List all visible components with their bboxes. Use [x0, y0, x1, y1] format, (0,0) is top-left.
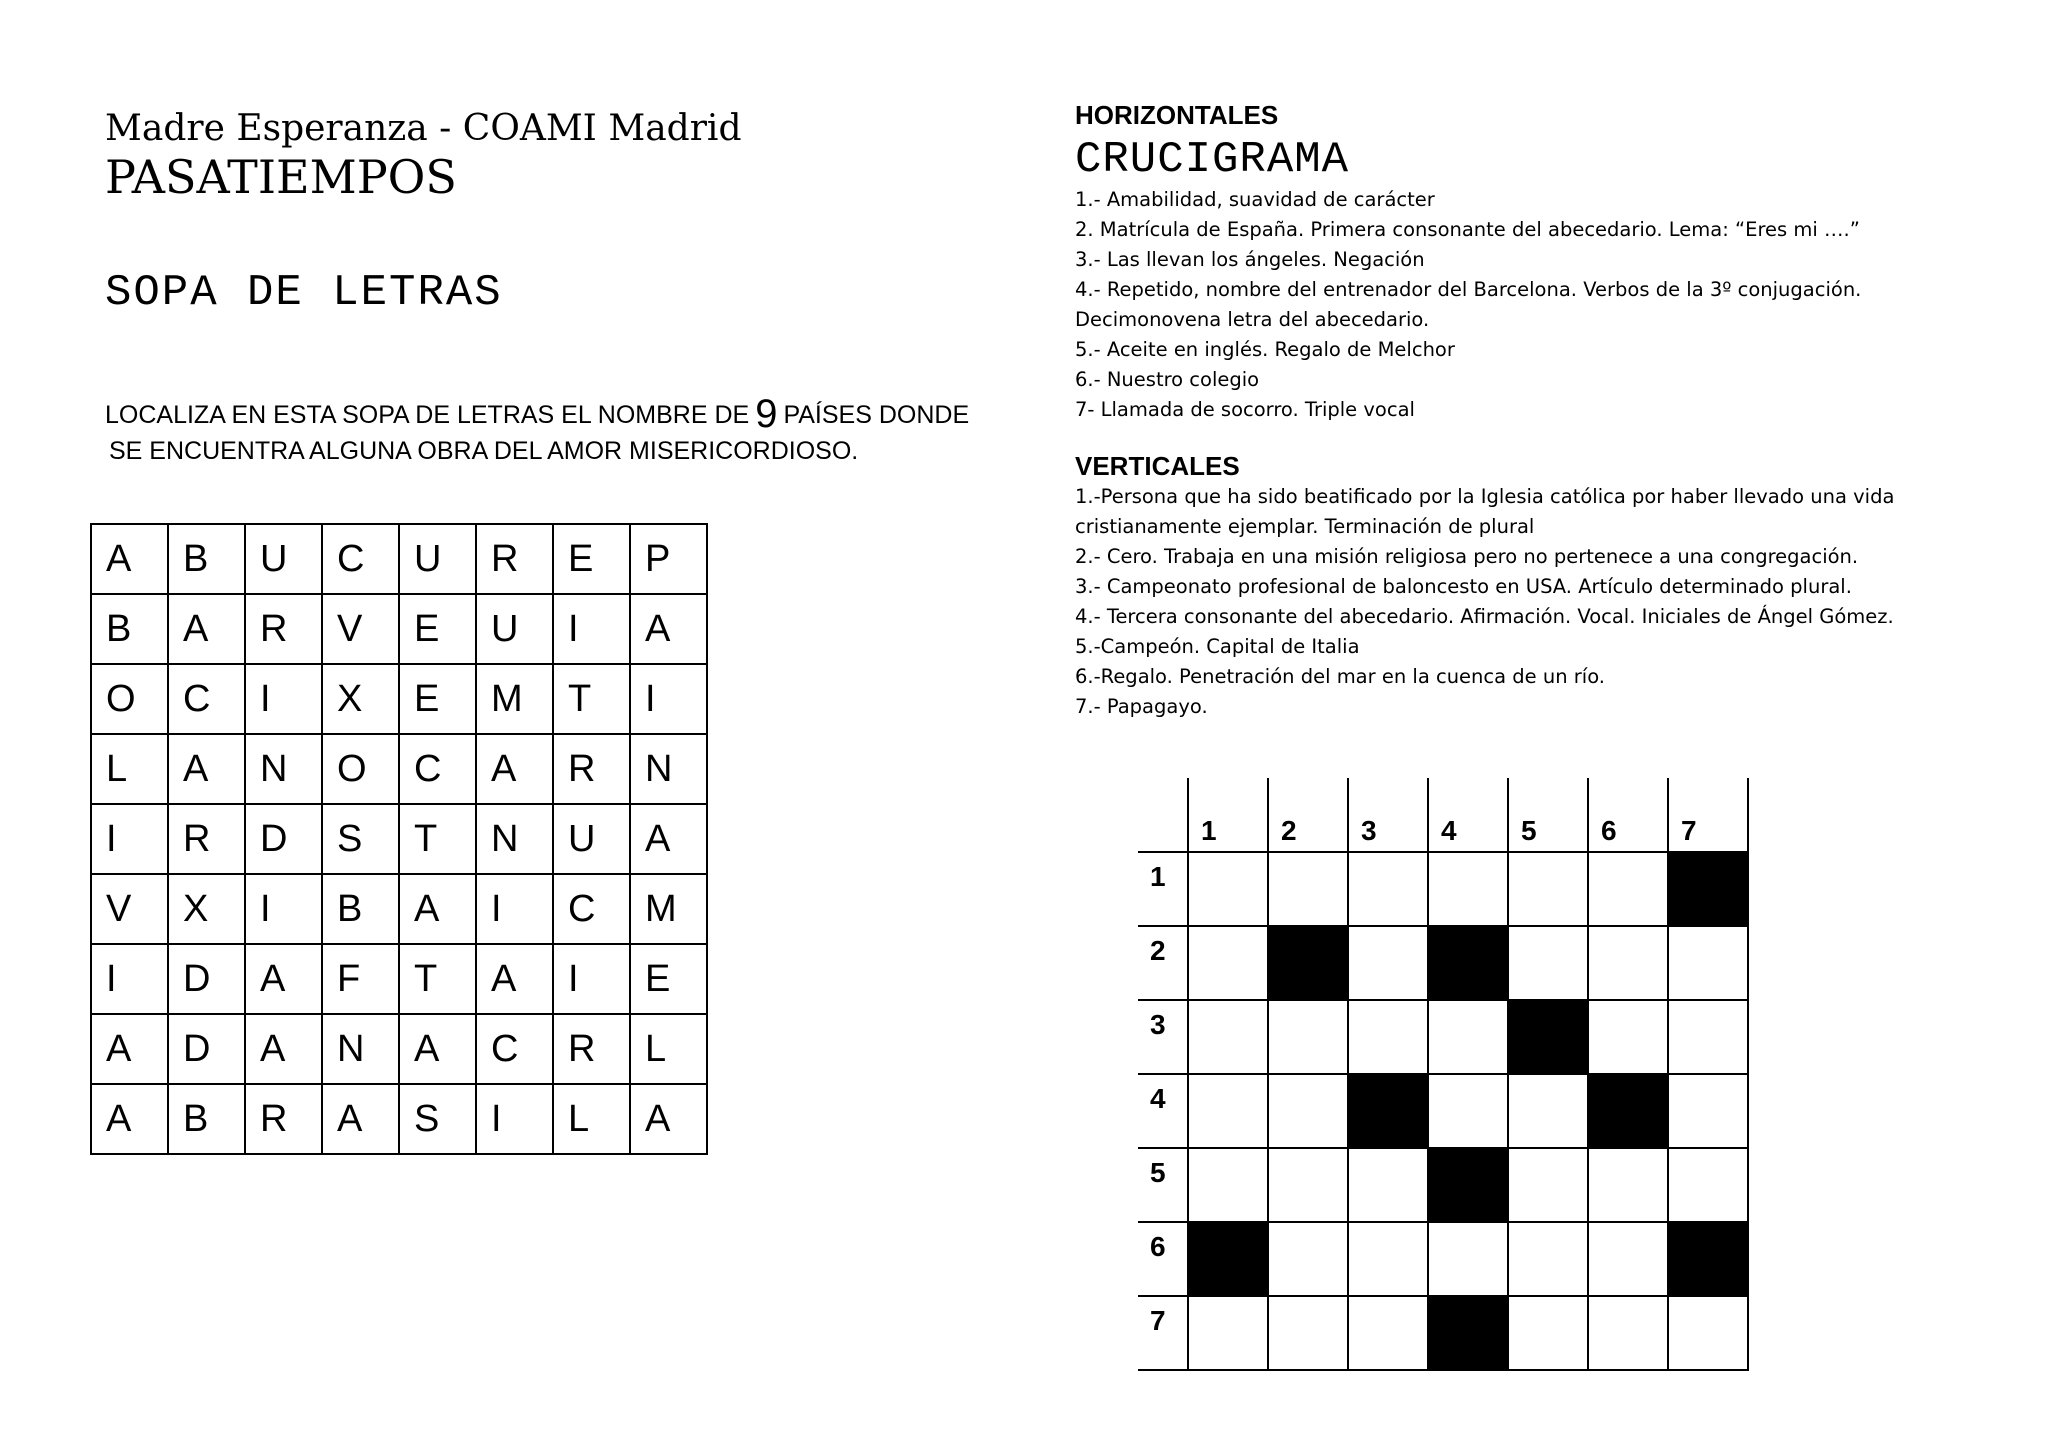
- word-search-row: [91, 524, 707, 594]
- word-search-cell[interactable]: I: [630, 664, 707, 734]
- word-search-cell[interactable]: L: [630, 1014, 707, 1084]
- word-search-cell[interactable]: A: [91, 1014, 168, 1084]
- crossword-row-number: 6: [1138, 1222, 1188, 1296]
- crossword-cell[interactable]: [1588, 1148, 1668, 1222]
- word-search-cell[interactable]: C: [399, 734, 476, 804]
- word-search-cell[interactable]: U: [476, 594, 553, 664]
- crossword-cell[interactable]: [1348, 852, 1428, 926]
- word-search-cell[interactable]: E: [399, 594, 476, 664]
- word-search-row: [91, 1014, 707, 1084]
- word-search-cell[interactable]: N: [245, 734, 322, 804]
- crossword-black-cell: [1668, 1222, 1748, 1296]
- word-search-cell[interactable]: X: [322, 664, 399, 734]
- word-search-cell[interactable]: B: [322, 874, 399, 944]
- word-search-cell[interactable]: V: [91, 874, 168, 944]
- word-search-cell[interactable]: A: [91, 1084, 168, 1154]
- word-search-cell[interactable]: R: [553, 734, 630, 804]
- word-search-cell[interactable]: S: [399, 1084, 476, 1154]
- vertical-clue: cristianamente ejemplar. Terminación de plural: [1075, 515, 1535, 538]
- crossword-column-number: 3: [1348, 778, 1428, 852]
- word-search-cell[interactable]: F: [322, 944, 399, 1014]
- word-search-row: [91, 1084, 707, 1154]
- crossword-cell[interactable]: [1508, 926, 1588, 1000]
- crossword-cell[interactable]: [1668, 926, 1748, 1000]
- word-search-cell[interactable]: I: [476, 874, 553, 944]
- horizontal-clue: 1.- Amabilidad, suavidad de carácter: [1075, 188, 1435, 211]
- verticales-heading: VERTICALES: [1075, 451, 1240, 481]
- crossword-row: [1138, 852, 1748, 926]
- crossword-cell[interactable]: [1668, 1296, 1748, 1370]
- horizontal-clue: 4.- Repetido, nombre del entrenador del Barcelona. Verbos de la 3º conjugación.: [1075, 278, 1862, 301]
- crossword-row: [1138, 1296, 1748, 1370]
- crossword-cell[interactable]: [1428, 1222, 1508, 1296]
- word-search-cell[interactable]: A: [91, 524, 168, 594]
- word-search-cell[interactable]: R: [168, 804, 245, 874]
- crossword-cell[interactable]: [1268, 1148, 1348, 1222]
- crossword-row-number: 5: [1138, 1148, 1188, 1222]
- word-search-cell[interactable]: I: [553, 944, 630, 1014]
- crossword-row-number: 1: [1138, 852, 1188, 926]
- word-search-row: [91, 594, 707, 664]
- word-search-cell[interactable]: B: [168, 524, 245, 594]
- word-search-cell[interactable]: I: [91, 804, 168, 874]
- vertical-clue: 1.-Persona que ha sido beatificado por la Iglesia católica por haber llevado una vida: [1075, 485, 1895, 508]
- crossword-cell[interactable]: [1268, 1296, 1348, 1370]
- crossword-cell[interactable]: [1508, 852, 1588, 926]
- crossword-cell[interactable]: [1348, 926, 1428, 1000]
- crossword-cell[interactable]: [1508, 1148, 1588, 1222]
- crossword-cell[interactable]: [1508, 1074, 1588, 1148]
- word-search-cell[interactable]: A: [168, 734, 245, 804]
- word-search-cell[interactable]: B: [91, 594, 168, 664]
- word-search-cell[interactable]: E: [553, 524, 630, 594]
- crossword-cell[interactable]: [1348, 1000, 1428, 1074]
- word-search-instructions: [105, 392, 970, 469]
- word-search-cell[interactable]: I: [245, 664, 322, 734]
- crossword-cell[interactable]: [1348, 1296, 1428, 1370]
- word-search-cell[interactable]: T: [553, 664, 630, 734]
- word-search-cell[interactable]: R: [476, 524, 553, 594]
- crossword-row: [1138, 926, 1748, 1000]
- horizontal-clue: Decimonovena letra del abecedario.: [1075, 308, 1430, 331]
- word-search-cell[interactable]: A: [630, 594, 707, 664]
- instruction-text-part2: PAÍSES DONDE: [783, 401, 970, 429]
- word-search-cell[interactable]: A: [245, 944, 322, 1014]
- horizontales-heading: HORIZONTALES: [1075, 100, 1279, 130]
- vertical-clues-list: [1075, 482, 2015, 722]
- crossword-cell[interactable]: [1188, 852, 1268, 926]
- crossword-cell[interactable]: [1428, 1000, 1508, 1074]
- vertical-clue: 3.- Campeonato profesional de baloncesto en USA. Artículo determinado plural.: [1075, 575, 1852, 598]
- crossword-cell[interactable]: [1588, 926, 1668, 1000]
- word-search-row: [91, 804, 707, 874]
- crossword-cell[interactable]: [1588, 852, 1668, 926]
- crossword-cell[interactable]: [1588, 1000, 1668, 1074]
- word-search-cell[interactable]: L: [553, 1084, 630, 1154]
- word-search-row: [91, 734, 707, 804]
- word-search-cell[interactable]: T: [399, 804, 476, 874]
- crossword-clues-panel: [1075, 100, 2015, 722]
- word-search-cell[interactable]: R: [553, 1014, 630, 1084]
- word-search-cell[interactable]: P: [630, 524, 707, 594]
- word-search-cell[interactable]: I: [245, 874, 322, 944]
- organization-name: Madre Esperanza - COAMI Madrid: [105, 108, 742, 149]
- vertical-clue: 6.-Regalo. Penetración del mar en la cuenca de un río.: [1075, 665, 1605, 688]
- word-search-cell[interactable]: D: [168, 944, 245, 1014]
- crossword-title: CRUCIGRAMA: [1075, 135, 1350, 185]
- word-search-cell[interactable]: D: [168, 1014, 245, 1084]
- word-search-cell[interactable]: S: [322, 804, 399, 874]
- crossword-row-number: 3: [1138, 1000, 1188, 1074]
- crossword-cell[interactable]: [1428, 1074, 1508, 1148]
- crossword-row: [1138, 1222, 1748, 1296]
- crossword-row: [1138, 1074, 1748, 1148]
- crossword-black-cell: [1508, 1000, 1588, 1074]
- word-search-cell[interactable]: N: [476, 804, 553, 874]
- crossword-cell[interactable]: [1348, 1148, 1428, 1222]
- word-search-cell[interactable]: U: [245, 524, 322, 594]
- crossword-column-number: 5: [1508, 778, 1588, 852]
- crossword-row-number: 7: [1138, 1296, 1188, 1370]
- word-search-cell[interactable]: C: [168, 664, 245, 734]
- crossword-grid: [1138, 778, 1749, 1371]
- crossword-column-number: 4: [1428, 778, 1508, 852]
- horizontal-clues-list: [1075, 185, 2015, 425]
- word-search-cell[interactable]: U: [399, 524, 476, 594]
- crossword-black-cell: [1268, 926, 1348, 1000]
- word-search-cell[interactable]: A: [630, 804, 707, 874]
- crossword-column-number: 2: [1268, 778, 1348, 852]
- crossword-cell[interactable]: [1348, 1222, 1428, 1296]
- word-search-cell[interactable]: E: [399, 664, 476, 734]
- word-search-cell[interactable]: T: [399, 944, 476, 1014]
- word-search-cell[interactable]: C: [553, 874, 630, 944]
- instruction-text-line2: SE ENCUENTRA ALGUNA OBRA DEL AMOR MISERICORDIOSO.: [109, 437, 859, 465]
- crossword-black-cell: [1428, 1296, 1508, 1370]
- crossword-cell[interactable]: [1188, 926, 1268, 1000]
- crossword-black-cell: [1348, 1074, 1428, 1148]
- word-search-cell[interactable]: V: [322, 594, 399, 664]
- word-search-row: [91, 874, 707, 944]
- crossword-column-number: 1: [1188, 778, 1268, 852]
- word-search-cell[interactable]: R: [245, 594, 322, 664]
- crossword-row: [1138, 1000, 1748, 1074]
- crossword-row-number: 4: [1138, 1074, 1188, 1148]
- word-search-cell[interactable]: O: [322, 734, 399, 804]
- crossword-black-cell: [1188, 1222, 1268, 1296]
- crossword-cell[interactable]: [1588, 1296, 1668, 1370]
- word-search-cell[interactable]: E: [630, 944, 707, 1014]
- word-search-cell[interactable]: R: [245, 1084, 322, 1154]
- crossword-corner: [1138, 778, 1188, 852]
- word-search-cell[interactable]: N: [322, 1014, 399, 1084]
- crossword-black-cell: [1588, 1074, 1668, 1148]
- crossword-cell[interactable]: [1268, 1000, 1348, 1074]
- horizontal-clue: 2. Matrícula de España. Primera consonante del abecedario. Lema: “Eres mi ….”: [1075, 218, 1860, 241]
- horizontal-clue: 7- Llamada de socorro. Triple vocal: [1075, 398, 1415, 421]
- word-search-cell[interactable]: B: [168, 1084, 245, 1154]
- crossword-cell[interactable]: [1508, 1222, 1588, 1296]
- word-search-cell[interactable]: A: [630, 1084, 707, 1154]
- word-search-cell[interactable]: C: [476, 1014, 553, 1084]
- crossword-cell[interactable]: [1668, 1148, 1748, 1222]
- instruction-number: 9: [755, 392, 778, 436]
- page-title: PASATIEMPOS: [105, 150, 457, 204]
- crossword-column-number: 6: [1588, 778, 1668, 852]
- crossword-cell[interactable]: [1428, 852, 1508, 926]
- vertical-clue: 7.- Papagayo.: [1075, 695, 1208, 718]
- crossword-cell[interactable]: [1508, 1296, 1588, 1370]
- word-search-cell[interactable]: U: [553, 804, 630, 874]
- crossword-black-cell: [1668, 852, 1748, 926]
- vertical-clue: 4.- Tercera consonante del abecedario. Afirmación. Vocal. Iniciales de Ángel Gómez.: [1075, 605, 1894, 628]
- word-search-title: SOPA DE LETRAS: [105, 268, 503, 318]
- word-search-cell[interactable]: I: [91, 944, 168, 1014]
- word-search-cell[interactable]: I: [476, 1084, 553, 1154]
- word-search-cell[interactable]: A: [322, 1084, 399, 1154]
- word-search-cell[interactable]: D: [245, 804, 322, 874]
- crossword-cell[interactable]: [1188, 1074, 1268, 1148]
- crossword-cell[interactable]: [1268, 1074, 1348, 1148]
- word-search-cell[interactable]: A: [476, 734, 553, 804]
- crossword-cell[interactable]: [1188, 1296, 1268, 1370]
- horizontal-clue: 6.- Nuestro colegio: [1075, 368, 1260, 391]
- word-search-row: [91, 664, 707, 734]
- crossword-header-row: [1138, 778, 1748, 852]
- instruction-text-part1: LOCALIZA EN ESTA SOPA DE LETRAS EL NOMBRE DE: [105, 401, 750, 429]
- word-search-cell[interactable]: A: [476, 944, 553, 1014]
- word-search-grid: [90, 523, 708, 1155]
- crossword-cell[interactable]: [1188, 1148, 1268, 1222]
- horizontal-clue: 5.- Aceite en inglés. Regalo de Melchor: [1075, 338, 1455, 361]
- word-search-cell[interactable]: A: [245, 1014, 322, 1084]
- crossword-black-cell: [1428, 1148, 1508, 1222]
- crossword-cell[interactable]: [1588, 1222, 1668, 1296]
- word-search-cell[interactable]: L: [91, 734, 168, 804]
- word-search-cell[interactable]: A: [399, 874, 476, 944]
- horizontal-clue: 3.- Las llevan los ángeles. Negación: [1075, 248, 1425, 271]
- word-search-cell[interactable]: O: [91, 664, 168, 734]
- vertical-clue: 2.- Cero. Trabaja en una misión religiosa pero no pertenece a una congregación.: [1075, 545, 1859, 568]
- word-search-cell[interactable]: I: [553, 594, 630, 664]
- word-search-cell[interactable]: A: [399, 1014, 476, 1084]
- word-search-cell[interactable]: X: [168, 874, 245, 944]
- word-search-cell[interactable]: A: [168, 594, 245, 664]
- crossword-row-number: 2: [1138, 926, 1188, 1000]
- crossword-row: [1138, 1148, 1748, 1222]
- word-search-cell[interactable]: N: [630, 734, 707, 804]
- crossword-cell[interactable]: [1268, 852, 1348, 926]
- word-search-cell[interactable]: M: [630, 874, 707, 944]
- crossword-cell[interactable]: [1188, 1000, 1268, 1074]
- word-search-row: [91, 944, 707, 1014]
- vertical-clue: 5.-Campeón. Capital de Italia: [1075, 635, 1360, 658]
- crossword-cell[interactable]: [1668, 1000, 1748, 1074]
- crossword-black-cell: [1428, 926, 1508, 1000]
- word-search-cell[interactable]: C: [322, 524, 399, 594]
- crossword-cell[interactable]: [1268, 1222, 1348, 1296]
- word-search-cell[interactable]: M: [476, 664, 553, 734]
- crossword-column-number: 7: [1668, 778, 1748, 852]
- crossword-cell[interactable]: [1668, 1074, 1748, 1148]
